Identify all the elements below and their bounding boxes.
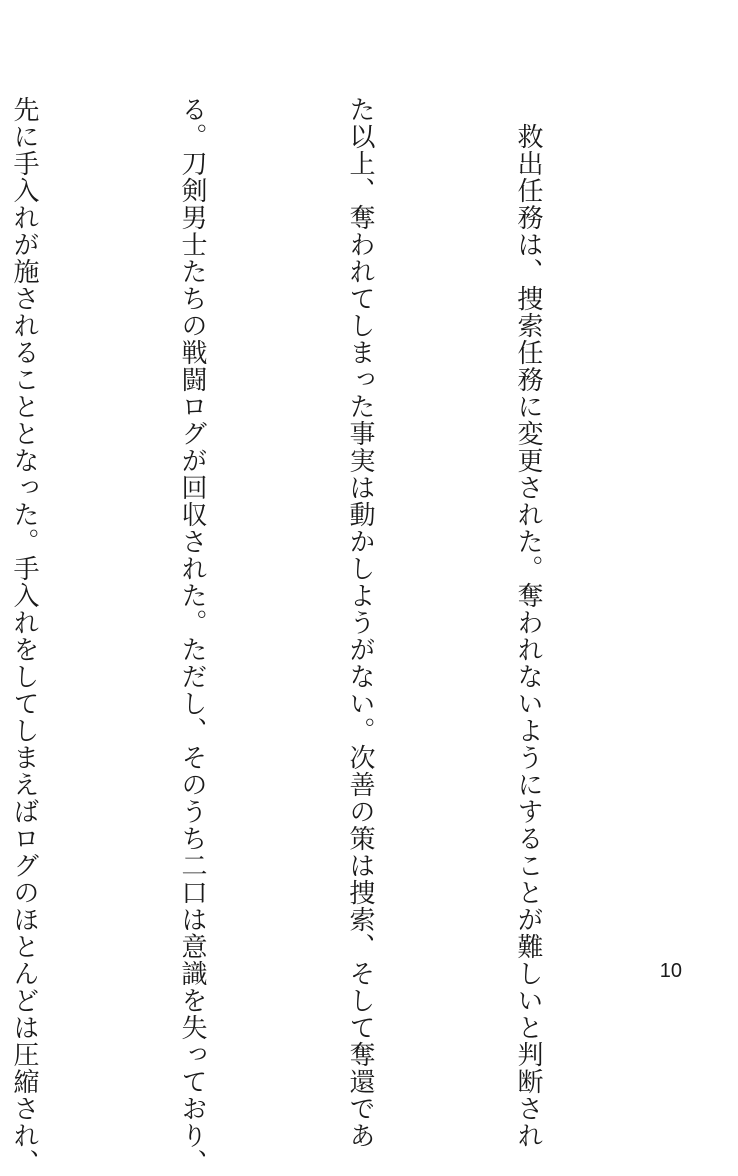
- text-line: た以上、奪われてしまった事実は動かしようがない。次善の策は捜索、そして奪還であ: [345, 96, 375, 1149]
- page-number: 10: [659, 960, 682, 982]
- vertical-text-body: [0, 96, 668, 1176]
- text-line: る。刀剣男士たちの戦闘ログが回収された。ただし、そのうち二口は意識を失っており、: [177, 96, 207, 1176]
- text-line: 救出任務は、捜索任務に変更された。奪われないようにすることが難しいと判断され: [513, 96, 543, 1149]
- text-line: 先に手入れが施されることとなった。手入れをしてしまえばログのほとんどは圧縮され、: [9, 96, 39, 1176]
